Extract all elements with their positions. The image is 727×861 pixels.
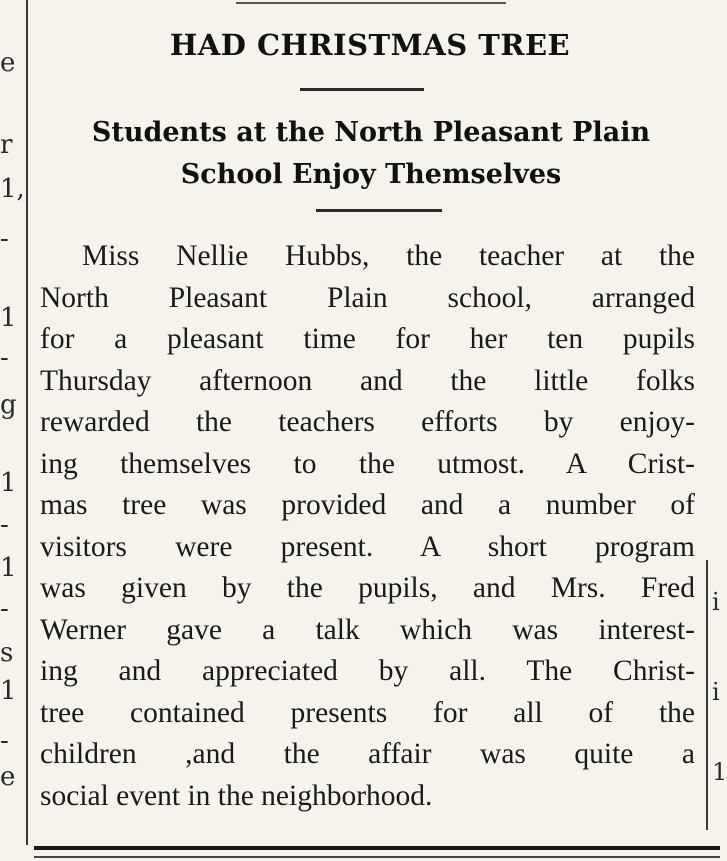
body-line: children ,and the affair was quite a xyxy=(40,738,695,770)
fragment: i xyxy=(712,678,720,706)
fragment: i xyxy=(712,588,720,616)
body-line: ing and appreciated by all. The Christ- xyxy=(40,655,695,687)
body-line: Werner gave a talk which was interest- xyxy=(40,613,695,646)
body-line: ing themselves to the utmost. A Crist- xyxy=(40,447,695,480)
fragment: 1 xyxy=(0,553,17,583)
fragment: 1 xyxy=(0,468,17,498)
fragment: e xyxy=(0,762,16,792)
subhead-line: Students at the North Pleasant Plain xyxy=(91,117,651,148)
body-line: North Pleasant Plain school, arranged xyxy=(40,281,695,314)
divider-rule xyxy=(300,88,424,91)
fragment: e xyxy=(0,48,16,78)
fragment: r xyxy=(0,130,13,160)
body-line: Thursday afternoon and the little folks xyxy=(40,364,695,397)
fragment: g xyxy=(0,390,17,420)
fragment: - xyxy=(0,594,9,624)
top-rule xyxy=(236,2,506,4)
body-line: rewarded the teachers efforts by enjoy- xyxy=(40,406,695,438)
subhead-line: School Enjoy Themselves xyxy=(180,159,562,190)
headline: HAD CHRISTMAS TREE xyxy=(169,28,571,62)
bottom-rule-thin xyxy=(34,856,720,858)
body-line: Miss Nellie Hubbs, the teacher at the xyxy=(82,240,695,272)
fragment: 1, xyxy=(0,174,25,204)
adjacent-column-left xyxy=(0,0,25,861)
fragment: 1 xyxy=(712,758,727,786)
fragment: 1 xyxy=(0,676,17,706)
body-line: was given by the pupils, and Mrs. Fred xyxy=(40,572,695,604)
article-body xyxy=(40,236,695,817)
divider-rule xyxy=(316,209,442,212)
bottom-rule xyxy=(34,846,720,850)
body-line: tree contained presents for all of the xyxy=(40,696,695,729)
subheadline xyxy=(36,112,706,196)
body-line: for a pleasant time for her ten pupils xyxy=(40,323,695,355)
fragment: - xyxy=(0,726,9,756)
column-rule-left xyxy=(26,0,28,845)
fragment: 1 xyxy=(0,303,17,333)
fragment: - xyxy=(0,510,9,540)
body-line: mas tree was provided and a number of xyxy=(40,489,695,521)
fragment: - xyxy=(0,224,9,254)
body-line: social event in the neighborhood. xyxy=(40,779,433,812)
fragment: s xyxy=(0,638,14,668)
fragment: - xyxy=(0,343,9,373)
column-rule-right xyxy=(706,560,708,830)
body-line: visitors were present. A short program xyxy=(40,530,695,563)
